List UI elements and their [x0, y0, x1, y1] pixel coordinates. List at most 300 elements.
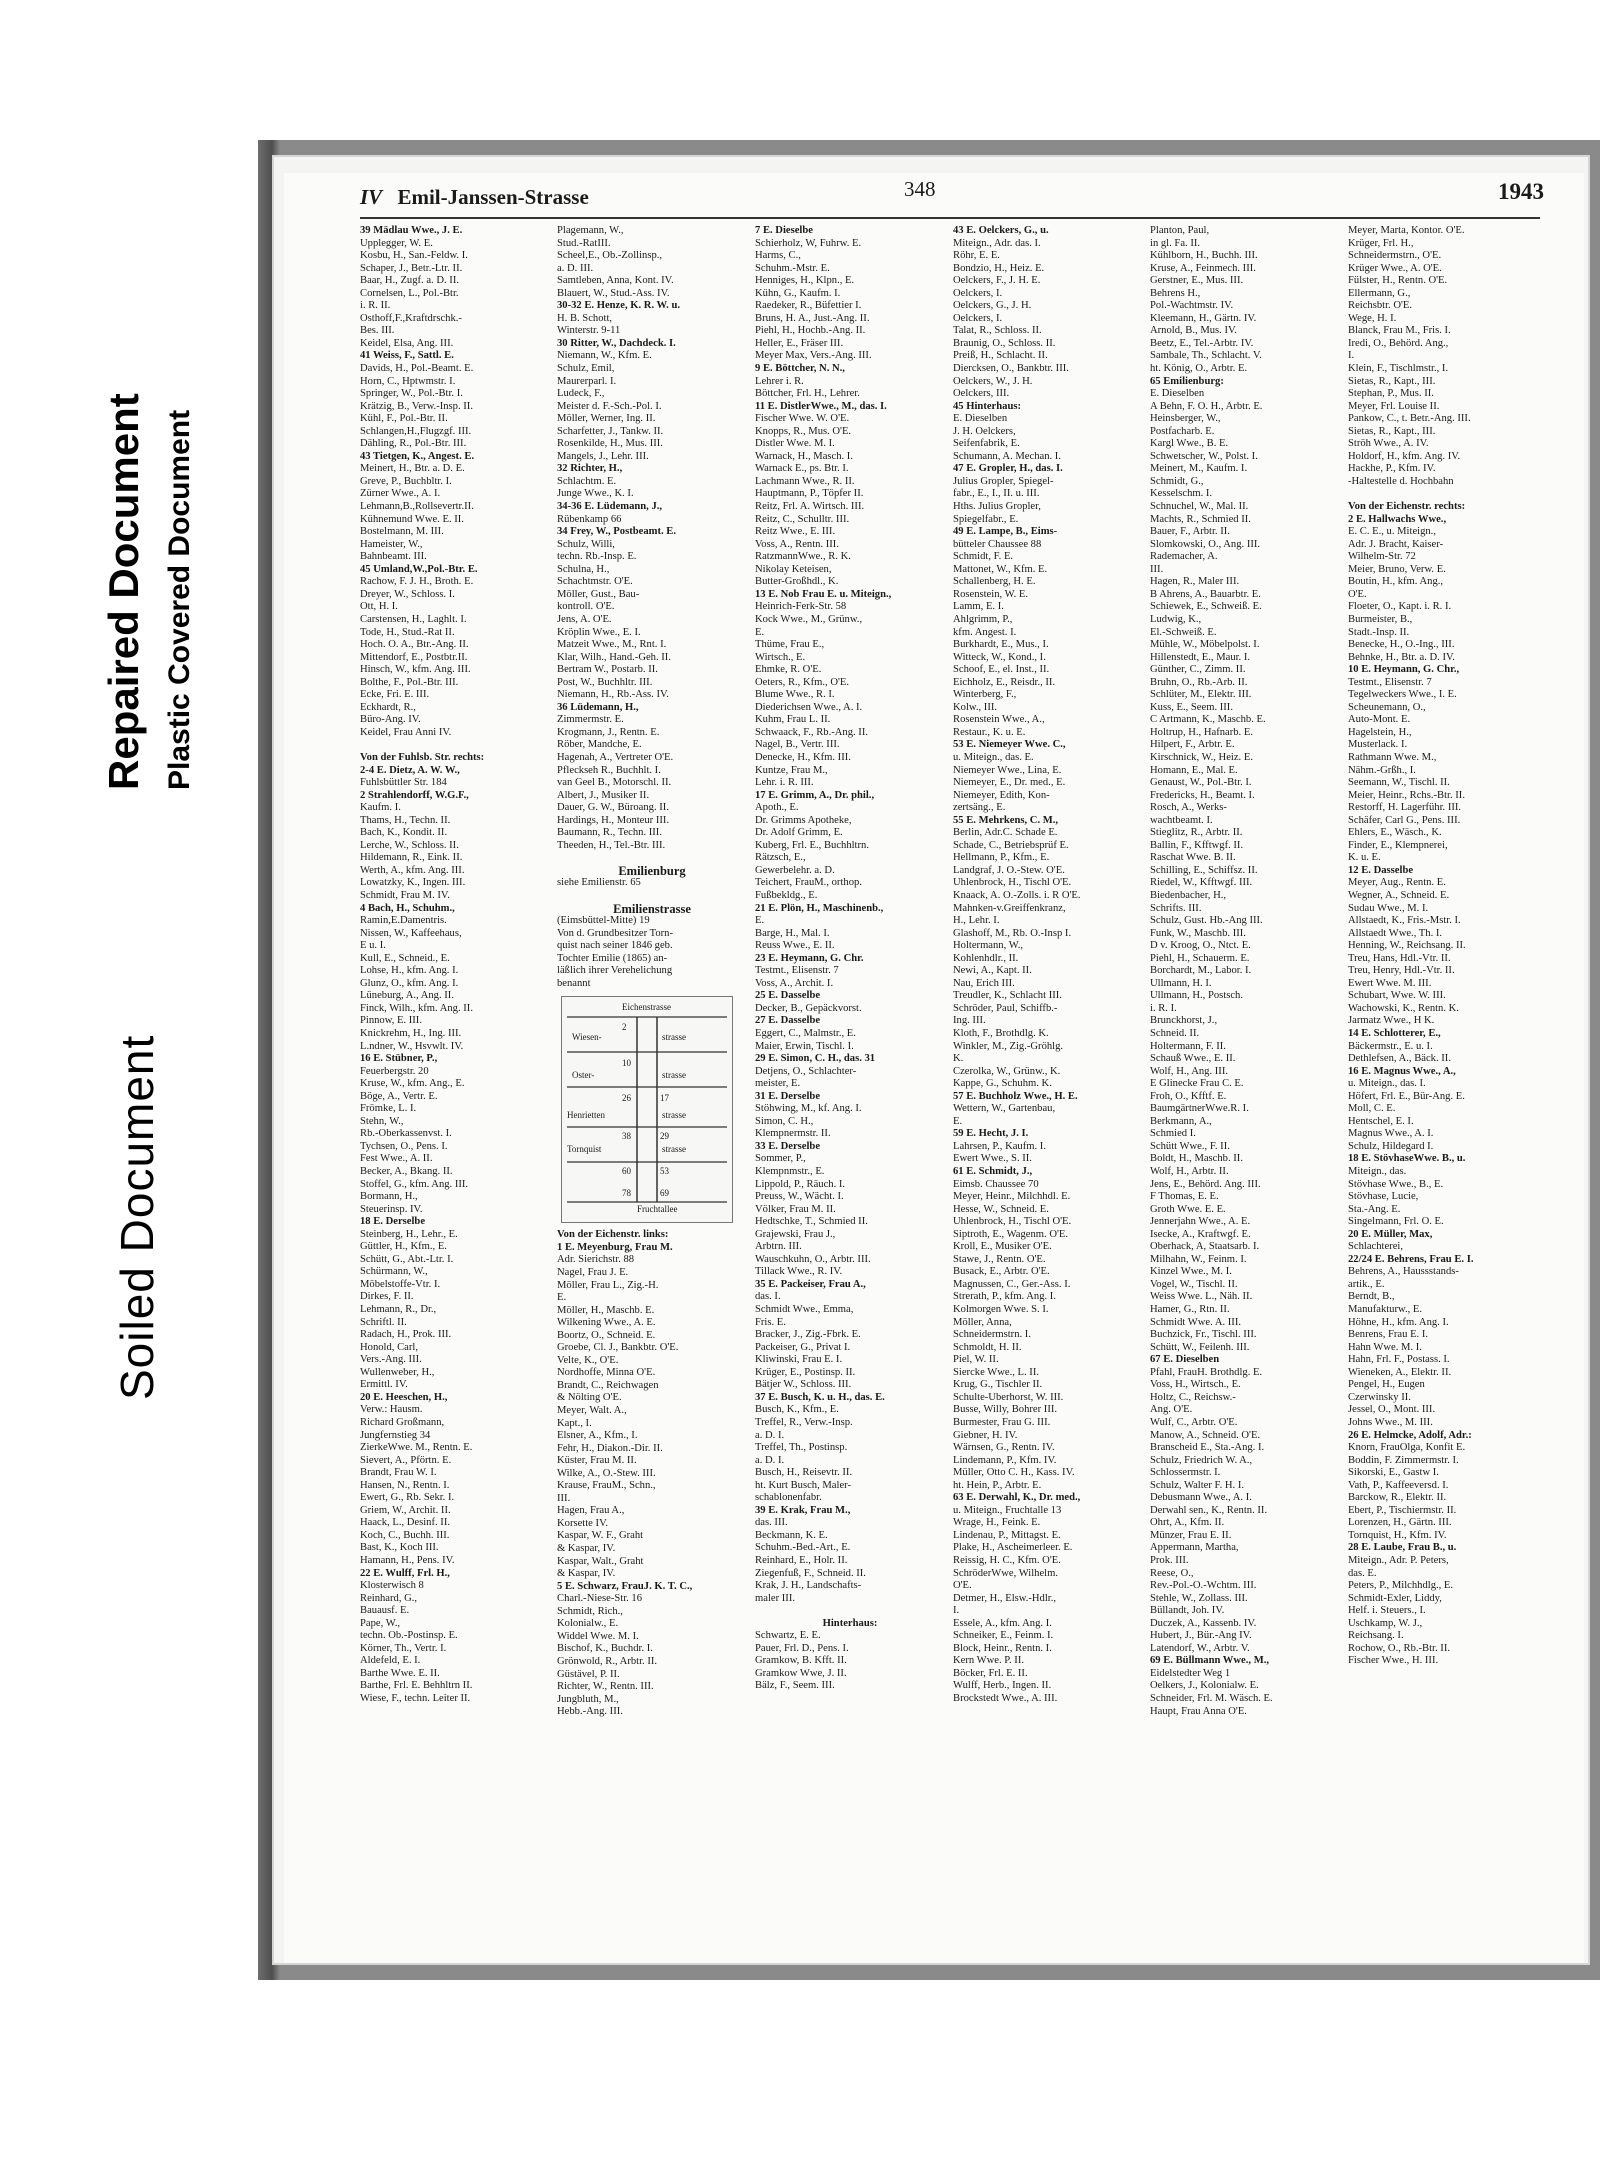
resident-entry: Schiewek, E., Schweiß. E. [1150, 601, 1262, 613]
resident-entry: Dreyer, W., Schloss. I. [360, 588, 455, 600]
resident-entry: Schulna, H., [557, 563, 610, 575]
resident-entry: Reese, O., [1150, 1567, 1194, 1579]
resident-entry: Wulf, C., Arbtr. O'E. [1150, 1416, 1238, 1428]
resident-entry: Schierholz, W, Fuhrw. E. [755, 237, 862, 249]
resident-entry: Treu, Henry, Hdl.-Vtr. II. [1348, 965, 1455, 977]
resident-entry: Krogmann, J., Rentn. E. [557, 726, 660, 738]
map-street-label: Wiesen- [572, 1032, 602, 1043]
resident-entry: Piehl, H., Hochb.-Ang. II. [755, 325, 866, 337]
resident-entry: Kargl Wwe., B. E. [1150, 438, 1229, 450]
resident-entry: Oelckers, F., J. H. E. [953, 275, 1041, 287]
resident-entry: Stövhase, Lucie, [1348, 1191, 1419, 1203]
resident-entry: Pankow, C., t. Betr.-Ang. III. [1348, 413, 1471, 425]
resident-entry: Ullmann, H. I. [1150, 977, 1212, 989]
resident-entry: Lüneburg, A., Ang. II. [360, 990, 454, 1002]
resident-entry: Fredericks, H., Beamt. I. [1150, 789, 1255, 801]
resident-entry: techn. Rb.-Insp. E. [557, 551, 637, 563]
resident-entry: Uhlenbrock, H., Tischl O'E. [953, 877, 1072, 889]
resident-entry: Niemeyer, Edith, Kon- [953, 789, 1050, 801]
resident-entry: Schachtmstr. O'E. [557, 576, 633, 588]
resident-entry: Wauschkuhn, O., Arbtr. III. [755, 1253, 871, 1265]
resident-entry: Meyer, Heinr., Milchhdl. E. [953, 1191, 1071, 1203]
resident-entry: Vers.-Ang. III. [360, 1354, 422, 1366]
house-number-entry: 2 E. Hallwachs Wwe., [1348, 513, 1447, 525]
resident-entry: Sommer, P., [755, 1153, 806, 1165]
house-number-entry: 41 Weiss, F., Sattl. E. [360, 350, 454, 362]
resident-entry: Heller, E., Fräser III. [755, 337, 844, 349]
resident-entry: kfm. Angest. I. [953, 626, 1017, 638]
resident-entry: Beckmann, K. E. [755, 1529, 828, 1541]
resident-entry: Arnold, B., Mus. IV. [1150, 325, 1237, 337]
resident-entry: Wegner, A., Schneid. E. [1348, 889, 1450, 901]
resident-entry: Möller, Gust., Bau- [557, 588, 640, 600]
resident-entry: Giebner, H. IV. [953, 1429, 1018, 1441]
resident-entry: Niemeyer Wwe., Lina, E. [953, 764, 1062, 776]
resident-entry: Lowatzky, K., Ingen. III. [360, 877, 466, 889]
resident-entry: Steinberg, H., Lehr., E. [360, 1228, 458, 1240]
resident-entry: Tornquist, H., Kfm. IV. [1348, 1529, 1447, 1541]
resident-entry: Berndt, B., [1348, 1291, 1395, 1303]
resident-entry: Borchardt, M., Labor. I. [1150, 965, 1252, 977]
resident-entry: Ecke, Fri. E. III. [360, 689, 430, 701]
resident-entry: Finck, Wilh., kfm. Ang. II. [360, 1002, 473, 1014]
resident-entry: Hebb.-Ang. III. [557, 1706, 623, 1718]
resident-entry: Stehn, W., [360, 1115, 404, 1127]
resident-entry: Uhlenbrock, H., Tischl O'E. [953, 1216, 1072, 1228]
resident-entry: Reitz Wwe., E. III. [755, 526, 836, 538]
resident-entry: Ahlgrimm, P., [953, 613, 1013, 625]
resident-entry: Krüger Wwe., A. O'E. [1348, 262, 1442, 274]
house-number-entry: 20 E. Heeschen, H., [360, 1391, 448, 1403]
resident-entry: Klempnermstr. II. [755, 1128, 831, 1140]
resident-entry: van Geel B., Motorschl. II. [557, 777, 672, 789]
resident-entry: Stieglitz, R., Arbtr. II. [1150, 827, 1243, 839]
resident-entry: Schulz, Walter F. H. I. [1150, 1479, 1245, 1491]
map-house-number: 78 [622, 1188, 631, 1199]
plastic-covered-stamp: Plastic Covered Document [163, 409, 196, 790]
resident-entry: Schuhm.-Mstr. E. [755, 262, 830, 274]
resident-entry: Meister d. F.-Sch.-Pol. I. [557, 400, 662, 412]
resident-entry: Davids, H., Pol.-Beamt. E. [360, 363, 474, 375]
resident-entry: Tychsen, O., Pens. I. [360, 1140, 448, 1152]
resident-entry: Kröplin Wwe., E. I. [557, 626, 641, 638]
resident-entry: Talat, R., Schloss. II. [953, 325, 1042, 337]
map-house-number: 17 [660, 1093, 669, 1104]
resident-entry: Baumann, R., Techn. III. [557, 827, 662, 839]
map-street-label: Tornquist [567, 1144, 602, 1155]
resident-entry: Schlüter, M., Elektr. III. [1150, 689, 1252, 701]
resident-entry: Sambale, Th., Schlacht. V. [1150, 350, 1262, 362]
resident-entry: El.-Schweiß. E. [1150, 626, 1217, 638]
resident-entry: i. R. I. [1150, 1002, 1177, 1014]
resident-entry: Reissig, H. C., Kfm. O'E. [953, 1554, 1061, 1566]
resident-entry: Günther, C., Zimm. II. [1150, 664, 1246, 676]
resident-entry: Stöhwing, M., kf. Ang. I. [755, 1103, 862, 1115]
resident-entry: Schulz, Willi, [557, 538, 615, 550]
resident-entry: Griem, W., Archit. II. [360, 1504, 451, 1516]
resident-entry: Schwartz, E. E. [755, 1630, 821, 1642]
resident-entry: Fischer Wwe. W. O'E. [755, 413, 850, 425]
resident-entry: Holtermann, F. II. [1150, 1040, 1226, 1052]
resident-entry: Musterlack. I. [1348, 739, 1408, 751]
resident-entry: SchröderWwe, Wilhelm. [953, 1567, 1058, 1579]
resident-entry: Röhr, E. E. [953, 250, 1000, 262]
resident-entry: Rochow, O., Rb.-Btr. II. [1348, 1642, 1451, 1654]
resident-entry: Rübenkamp 66 [557, 513, 622, 525]
resident-entry: Pinnow, E. III. [360, 1015, 422, 1027]
resident-entry: Ing. III. [953, 1015, 986, 1027]
resident-entry: Pape, W., [360, 1617, 401, 1629]
resident-entry: Moll, C. E. [1348, 1103, 1396, 1115]
column-5 [1150, 225, 1340, 1717]
resident-entry: Latendorf, W., Arbtr. V. [1150, 1642, 1250, 1654]
house-number-entry: 4 Bach, H., Schuhm., [360, 902, 455, 914]
resident-entry: (Eimsbüttel-Mitte) 19 [557, 915, 650, 927]
resident-entry: Vath, P., Kaffeeversd. I. [1348, 1479, 1449, 1491]
map-house-number: 69 [660, 1188, 669, 1199]
resident-entry: Münzer, Frau E. II. [1150, 1529, 1232, 1541]
resident-entry: Julius Gropler, Spiegel- [953, 475, 1054, 487]
resident-entry: Hinsch, W., kfm. Ang. III. [360, 664, 471, 676]
resident-entry: Hillenstedt, E., Maur. I. [1150, 651, 1251, 663]
resident-entry: Aldefeld, E. I. [360, 1655, 421, 1667]
resident-entry: E. C. E., u. Miteign., [1348, 526, 1436, 538]
resident-entry: Schmied I. [1150, 1128, 1196, 1140]
direction-heading: Von der Fuhlsb. Str. rechts: [360, 751, 485, 763]
resident-entry: Knaack, A. O.-Zolls. i. R O'E. [953, 889, 1081, 901]
house-number-entry: 17 E. Grimm, A., Dr. phil., [755, 789, 875, 801]
house-number-entry: 22/24 E. Behrens, Frau E. I. [1348, 1253, 1474, 1265]
resident-entry: Schäfer, Carl G., Pens. III. [1348, 814, 1461, 826]
resident-entry: Schwetscher, W., Polst. I. [1150, 450, 1258, 462]
resident-entry: Wärnsen, G., Rentn. IV. [953, 1442, 1055, 1454]
resident-entry: Hauptmann, P., Töpfer II. [755, 488, 864, 500]
resident-entry: Kuberg, Frl. E., Buchhltrn. [755, 839, 869, 851]
resident-entry: Hesse, W., Schneid. E. [953, 1203, 1049, 1215]
resident-entry: C Artmann, K., Maschb. E. [1150, 714, 1266, 726]
house-number-entry: 27 E. Dasselbe [755, 1015, 821, 1027]
resident-entry: Rademacher, A. [1150, 551, 1218, 563]
resident-entry: Möbelstoffe-Vtr. I. [360, 1278, 441, 1290]
resident-entry: Knickrehm, H., Ing. III. [360, 1028, 462, 1039]
resident-entry: u. Miteign., das. E. [953, 751, 1034, 763]
resident-entry: Ramin,E.Damentris. [360, 915, 447, 927]
resident-entry: Kinzel Wwe., M. I. [1150, 1266, 1232, 1278]
resident-entry: Sietas, R., Kapt., III. [1348, 425, 1436, 437]
resident-entry: Lehr. i. R. III. [755, 777, 814, 789]
resident-entry: Tode, H., Stud.-Rat II. [360, 626, 455, 638]
house-number-entry: 21 E. Plön, H., Maschinenb., [755, 902, 884, 914]
resident-entry: Bostelmann, M. III. [360, 526, 444, 538]
resident-entry: Ziegenfuß, F., Schneid. II. [755, 1567, 866, 1579]
resident-entry: Schütt Wwe., F. II. [1150, 1140, 1230, 1152]
resident-entry: Reichsbtr. O'E. [1348, 300, 1412, 312]
resident-entry: Holdorf, H., kfm. Ang. IV. [1348, 450, 1461, 462]
house-number-entry: 29 E. Simon, C. H., das. 31 [755, 1053, 876, 1065]
resident-entry: Boutin, H., kfm. Ang., [1348, 576, 1444, 588]
resident-entry: Meier, Bruno, Verw. E. [1348, 563, 1446, 575]
column-1 [360, 225, 550, 1704]
resident-entry: Dr. Grimms Apotheke, [755, 814, 852, 826]
resident-entry: Gramkow Wwe, J. II. [755, 1667, 847, 1679]
resident-entry: Denecke, H., Kfm. III. [755, 751, 851, 763]
resident-entry: Burmester, Frau G. III. [953, 1416, 1051, 1428]
resident-entry: Wettern, W., Gartenbau, [953, 1103, 1056, 1115]
resident-entry: Schneider, Frl. M. Wäsch. E. [1150, 1692, 1273, 1704]
resident-entry: Ludeck, F., [557, 388, 605, 400]
resident-entry: RatzmannWwe., R. K. [755, 551, 851, 563]
resident-entry: I. [1348, 350, 1355, 362]
resident-entry: Manow, A., Schneid. O'E. [1150, 1429, 1261, 1441]
resident-entry: Kroll, E., Musiker O'E. [953, 1241, 1052, 1253]
resident-entry: Elsner, A., Kfm., I. [557, 1430, 638, 1442]
resident-entry: das. E. [1348, 1567, 1377, 1579]
resident-entry: Arbtrn. III. [755, 1241, 802, 1253]
resident-entry: Landgraf, J. O.-Stew. O'E. [953, 864, 1065, 876]
resident-entry: Meinert, H., Btr. a. D. E. [360, 463, 465, 475]
resident-entry: Ehlers, E., Wäsch., K. [1348, 827, 1442, 839]
resident-entry: Planton, Paul, [1150, 225, 1210, 236]
resident-entry: Bast, K., Koch III. [360, 1542, 439, 1554]
resident-entry: E. Dieselben [953, 413, 1008, 425]
resident-entry: Holtermann, W., [953, 940, 1024, 952]
resident-entry: Bach, K., Kondit. II. [360, 827, 448, 839]
resident-entry: Stud.-RatIII. [557, 237, 611, 249]
resident-entry: Adr. J. Bracht, Kaiser- [1348, 538, 1444, 550]
resident-entry: Behnke, H., Btr. a. D. IV. [1348, 651, 1455, 663]
resident-entry: kontroll. O'E. [557, 601, 615, 613]
column-6 [1348, 225, 1538, 1675]
house-number-entry: 12 E. Dasselbe [1348, 864, 1414, 876]
resident-entry: Hellmann, P., Kfm., E. [953, 852, 1050, 864]
resident-entry: III. [557, 1492, 571, 1504]
resident-entry: Schoof, E., el. Inst., II. [953, 664, 1050, 676]
resident-entry: Buchzick, Fr., Tischl. III. [1150, 1329, 1257, 1341]
map-street-label: strasse [662, 1070, 686, 1081]
resident-entry: Mühle, W., Möbelpolst. I. [1150, 639, 1260, 651]
resident-entry: Treu, Hans, Hdl.-Vtr. II. [1348, 952, 1451, 964]
resident-entry: Diercksen, O., Bankbtr. III. [953, 363, 1069, 375]
resident-entry: Wolf, H., Ang. III. [1150, 1065, 1228, 1077]
resident-entry: Stövhase Wwe., B., E. [1348, 1178, 1444, 1190]
resident-entry: Charl.-Niese-Str. 16 [557, 1593, 643, 1605]
resident-entry: Wilhelm-Str. 72 [1348, 551, 1416, 563]
resident-entry: Uschkamp, W. J., [1348, 1617, 1423, 1629]
resident-entry: Niemann, H., Rb.-Ass. IV. [557, 689, 669, 701]
resident-entry: Heinsberger, W., [1150, 413, 1221, 425]
page-number: 348 [904, 177, 936, 201]
resident-entry: Treffel, Th., Postinsp. [755, 1442, 848, 1454]
resident-entry: Pfahl, FrauH. Brothdlg. E. [1150, 1366, 1263, 1378]
resident-entry: Block, Heinr., Rentn. I. [953, 1642, 1052, 1654]
resident-entry: Schulz, Hildegard I. [1348, 1140, 1434, 1152]
resident-entry: Springer, W., Pol.-Btr. I. [360, 388, 463, 400]
resident-entry: Sikorski, E., Gastw I. [1348, 1467, 1439, 1479]
resident-entry: Meyer, Walt. A., [557, 1405, 627, 1417]
resident-entry: Osthoff,F.,Kraftdrschk.- [360, 312, 462, 324]
resident-entry: Schmidt Wwe. A. III. [1150, 1316, 1242, 1328]
resident-entry: Hagenah, A., Vertreter O'E. [557, 751, 674, 763]
resident-entry: Johns Wwe., M. III. [1348, 1416, 1433, 1428]
resident-entry: Matzeit Wwe., M., Rnt. I. [557, 639, 667, 651]
resident-entry: Beetz, E., Tel.-Arbtr. IV. [1150, 337, 1254, 349]
resident-entry: Pauer, Frl. D., Pens. I. [755, 1642, 849, 1654]
resident-entry: Derwahl sen., K., Rentn. II. [1150, 1504, 1268, 1516]
resident-entry: Reinhard, E., Holr. II. [755, 1554, 848, 1566]
house-number-entry: 31 E. Derselbe [755, 1090, 821, 1102]
resident-entry: Schneidermstrn., O'E. [1348, 250, 1442, 262]
direction-heading: Von der Eichenstr. rechts: [1348, 501, 1466, 513]
resident-entry: Pengel, H., Eugen [1348, 1379, 1425, 1391]
resident-entry: & Kaspar, IV. [557, 1568, 616, 1580]
resident-entry: Schade, C., Betriebsprüf E. [953, 839, 1069, 851]
house-number-entry: 47 E. Gropler, H., das. I. [953, 463, 1063, 475]
house-number-entry: 25 E. Dasselbe [755, 990, 821, 1002]
resident-entry: Lamm, E. I. [953, 601, 1004, 613]
resident-entry: läßlich ihrer Verehelichung [557, 965, 673, 977]
street-map-sketch [561, 996, 733, 1223]
resident-entry: Von d. Grundbesitzer Torn- [557, 927, 673, 939]
resident-entry: Bätjer W., Schloss. III. [755, 1379, 852, 1391]
soiled-document-stamp: Soiled Document [111, 1034, 163, 1400]
resident-entry: Schmidt, Frau M. IV. [360, 889, 450, 901]
resident-entry: Stehle, W., Zollass. III. [1150, 1592, 1248, 1604]
resident-entry: Dethlefsen, A., Bäck. II. [1348, 1053, 1451, 1065]
resident-entry: ht. Hein, P., Arbtr. E. [953, 1479, 1042, 1491]
resident-entry: Burkhardt, E., Mus., I. [953, 639, 1049, 651]
resident-entry: fabr., E., I., II. u. III. [953, 488, 1040, 500]
resident-entry: Krüger, Frl. H., [1348, 237, 1414, 249]
house-number-entry: 49 E. Lampe, B., Eims- [953, 526, 1058, 538]
resident-entry: Benecke, H., O.-Ing., III. [1348, 639, 1455, 651]
resident-entry: Preuss, W., Wächt. I. [755, 1191, 844, 1203]
resident-entry: Kull, E., Schneid., E. [360, 952, 450, 964]
building-subheading: Hinterhaus: [822, 1617, 878, 1629]
resident-entry: Klempnmstr., E. [755, 1166, 825, 1178]
resident-entry: Büro-Ang. IV. [360, 714, 421, 726]
resident-entry: Keidel, Frau Anni IV. [360, 726, 452, 738]
resident-entry: Güttler, H., Kfm., E. [360, 1241, 447, 1253]
resident-entry: Jens, E., Behörd. Ang. III. [1150, 1178, 1261, 1190]
resident-entry: Boldt, H., Maschb. II. [1150, 1153, 1243, 1165]
resident-entry: Schmidt, G., [1150, 475, 1204, 487]
resident-entry: Biedenbacher, H., [1150, 889, 1227, 901]
resident-entry: Groth Wwe. E. E. [1150, 1203, 1226, 1215]
resident-entry: Siptroth, E., Wagenm. O'E. [953, 1228, 1069, 1240]
house-number-entry: 23 E. Heymann, G. Chr. [755, 952, 864, 964]
resident-entry: Jungfernstieg 34 [360, 1429, 431, 1441]
resident-entry: Butter-Großhdl., K. [755, 576, 839, 588]
resident-entry: Kuss, E., Seem. III. [1150, 701, 1233, 713]
resident-entry: Holtz, C., Reichsw.- [1150, 1391, 1236, 1403]
resident-entry: Voss, H., Wirtsch., E. [1150, 1379, 1241, 1391]
resident-entry: Pol.-Wachtmstr. IV. [1150, 300, 1234, 312]
resident-entry: Bauausf. E. [360, 1605, 410, 1617]
resident-entry: Tochter Emilie (1865) an- [557, 952, 668, 964]
map-house-number: 38 [622, 1131, 631, 1142]
resident-entry: Krak, J. H., Landschafts- [755, 1580, 862, 1592]
resident-entry: Spiegelfabr., E. [953, 513, 1019, 525]
resident-entry: Kleemann, H., Gärtn. IV. [1150, 312, 1257, 324]
resident-entry: Hahn, Frl. F., Postass. I. [1348, 1354, 1450, 1366]
resident-entry: Krüger, E., Postinsp. II. [755, 1366, 856, 1378]
resident-entry: Keidel, Elsa, Ang. III. [360, 337, 454, 349]
resident-entry: Klar, Wilh., Hand.-Geh. II. [557, 651, 671, 663]
resident-entry: Raedeker, R., Büfettier I. [755, 300, 862, 312]
resident-entry: Knorn, FrauOlga, Konfit E. [1348, 1442, 1466, 1454]
resident-entry: Haack, L., Desinf. II. [360, 1517, 451, 1529]
resident-entry: Hildemann, R., Eink. II. [360, 852, 463, 864]
resident-entry: Oelckers, I. [953, 287, 1003, 299]
map-street-label: Fruchtallee [637, 1204, 678, 1215]
resident-entry: Barthe, Frl. E. Behhltrn II. [360, 1680, 473, 1692]
resident-entry: Wiese, F., techn. Leiter II. [360, 1692, 471, 1704]
resident-entry: Detmer, H., Elsw.-Hdlr., [953, 1592, 1057, 1604]
resident-entry: das. I. [755, 1291, 781, 1303]
resident-entry: Gewerbelehr. a. D. [755, 864, 835, 876]
resident-entry: ht. König, O., Arbtr. E. [1150, 363, 1248, 375]
resident-entry: Barckow, R., Elektr. II. [1348, 1492, 1447, 1504]
resident-entry: Hamer, G., Rtn. II. [1150, 1304, 1230, 1316]
resident-entry: techn. Ob.-Postinsp. E. [360, 1630, 458, 1642]
resident-entry: & Nölting O'E. [557, 1392, 622, 1404]
resident-entry: Schauß Wwe., E. II. [1150, 1053, 1236, 1065]
resident-entry: Eidelstedter Weg 1 [1150, 1667, 1231, 1679]
resident-entry: Jungbluth, M., [557, 1693, 619, 1705]
map-house-number: 60 [622, 1166, 631, 1177]
resident-entry: Plake, H., Ascheimerleer. E. [953, 1542, 1073, 1554]
resident-entry: Bauer, F., Arbtr. II. [1150, 526, 1230, 538]
resident-entry: Schallenberg, H. E. [953, 576, 1036, 588]
resident-entry: Reuss Wwe., E. II. [755, 940, 835, 952]
resident-entry: Krätzig, B., Verw.-Insp. II. [360, 400, 473, 412]
resident-entry: Krause, FrauM., Schn., [557, 1480, 656, 1492]
page-header [284, 173, 1584, 213]
resident-entry: D v. Kroog, O., Ntct. E. [1150, 940, 1251, 952]
resident-entry: Treudler, K., Schlacht III. [953, 990, 1062, 1002]
resident-entry [360, 739, 550, 752]
resident-entry: a. D. I. [755, 1454, 785, 1466]
resident-entry: Zürner Wwe., A. I. [360, 488, 441, 500]
resident-entry: Apoth., E. [755, 802, 799, 814]
resident-entry: Nagel, B., Vertr. III. [755, 739, 840, 751]
house-number-entry: 13 E. Nob Frau E. u. Miteign., [755, 588, 892, 600]
house-number-entry: 57 E. Buchholz Wwe., H. E. [953, 1090, 1078, 1102]
map-street-label: strasse [662, 1110, 686, 1121]
resident-entry: Upplegger, W. E. [360, 237, 433, 249]
resident-entry: Fußbekldg., E. [755, 889, 818, 901]
repaired-document-stamp: Repaired Document [100, 393, 147, 790]
resident-entry: Blauert, W., Stud.-Ass. IV. [557, 287, 670, 299]
resident-entry: Plagemann, W., [557, 225, 624, 236]
resident-entry: Winkler, M., Zig.-Gröhlg. [953, 1040, 1064, 1052]
resident-entry: Auto-Mont. E. [1348, 714, 1411, 726]
resident-entry: Duczek, A., Kassenb. IV. [1150, 1617, 1257, 1629]
resident-entry: Henning, W., Reichsang. II. [1348, 940, 1466, 952]
resident-entry: A Behn, F. O. H., Arbtr. E. [1150, 400, 1263, 412]
resident-entry: Hths. Julius Gropler, [953, 501, 1041, 513]
resident-entry: Eichholz, E., Reisdr., II. [953, 676, 1056, 688]
resident-entry: Hubert, J., Bür.-Ang IV. [1150, 1630, 1252, 1642]
resident-entry: Oelckers, III. [953, 388, 1010, 400]
resident-entry: Fischer Wwe., H. III. [1348, 1655, 1439, 1667]
house-number-entry: 10 E. Heymann, G. Chr., [1348, 664, 1460, 676]
resident-entry: Hoch. O. A., Btr.-Ang. II. [360, 639, 469, 651]
resident-entry: Restaur., K. u. E. [953, 726, 1026, 738]
resident-entry: siehe Emilienstr. 65 [557, 877, 641, 889]
resident-entry: Berkmann, A., [1150, 1115, 1212, 1127]
resident-entry: Appermann, Martha, [1150, 1542, 1239, 1554]
